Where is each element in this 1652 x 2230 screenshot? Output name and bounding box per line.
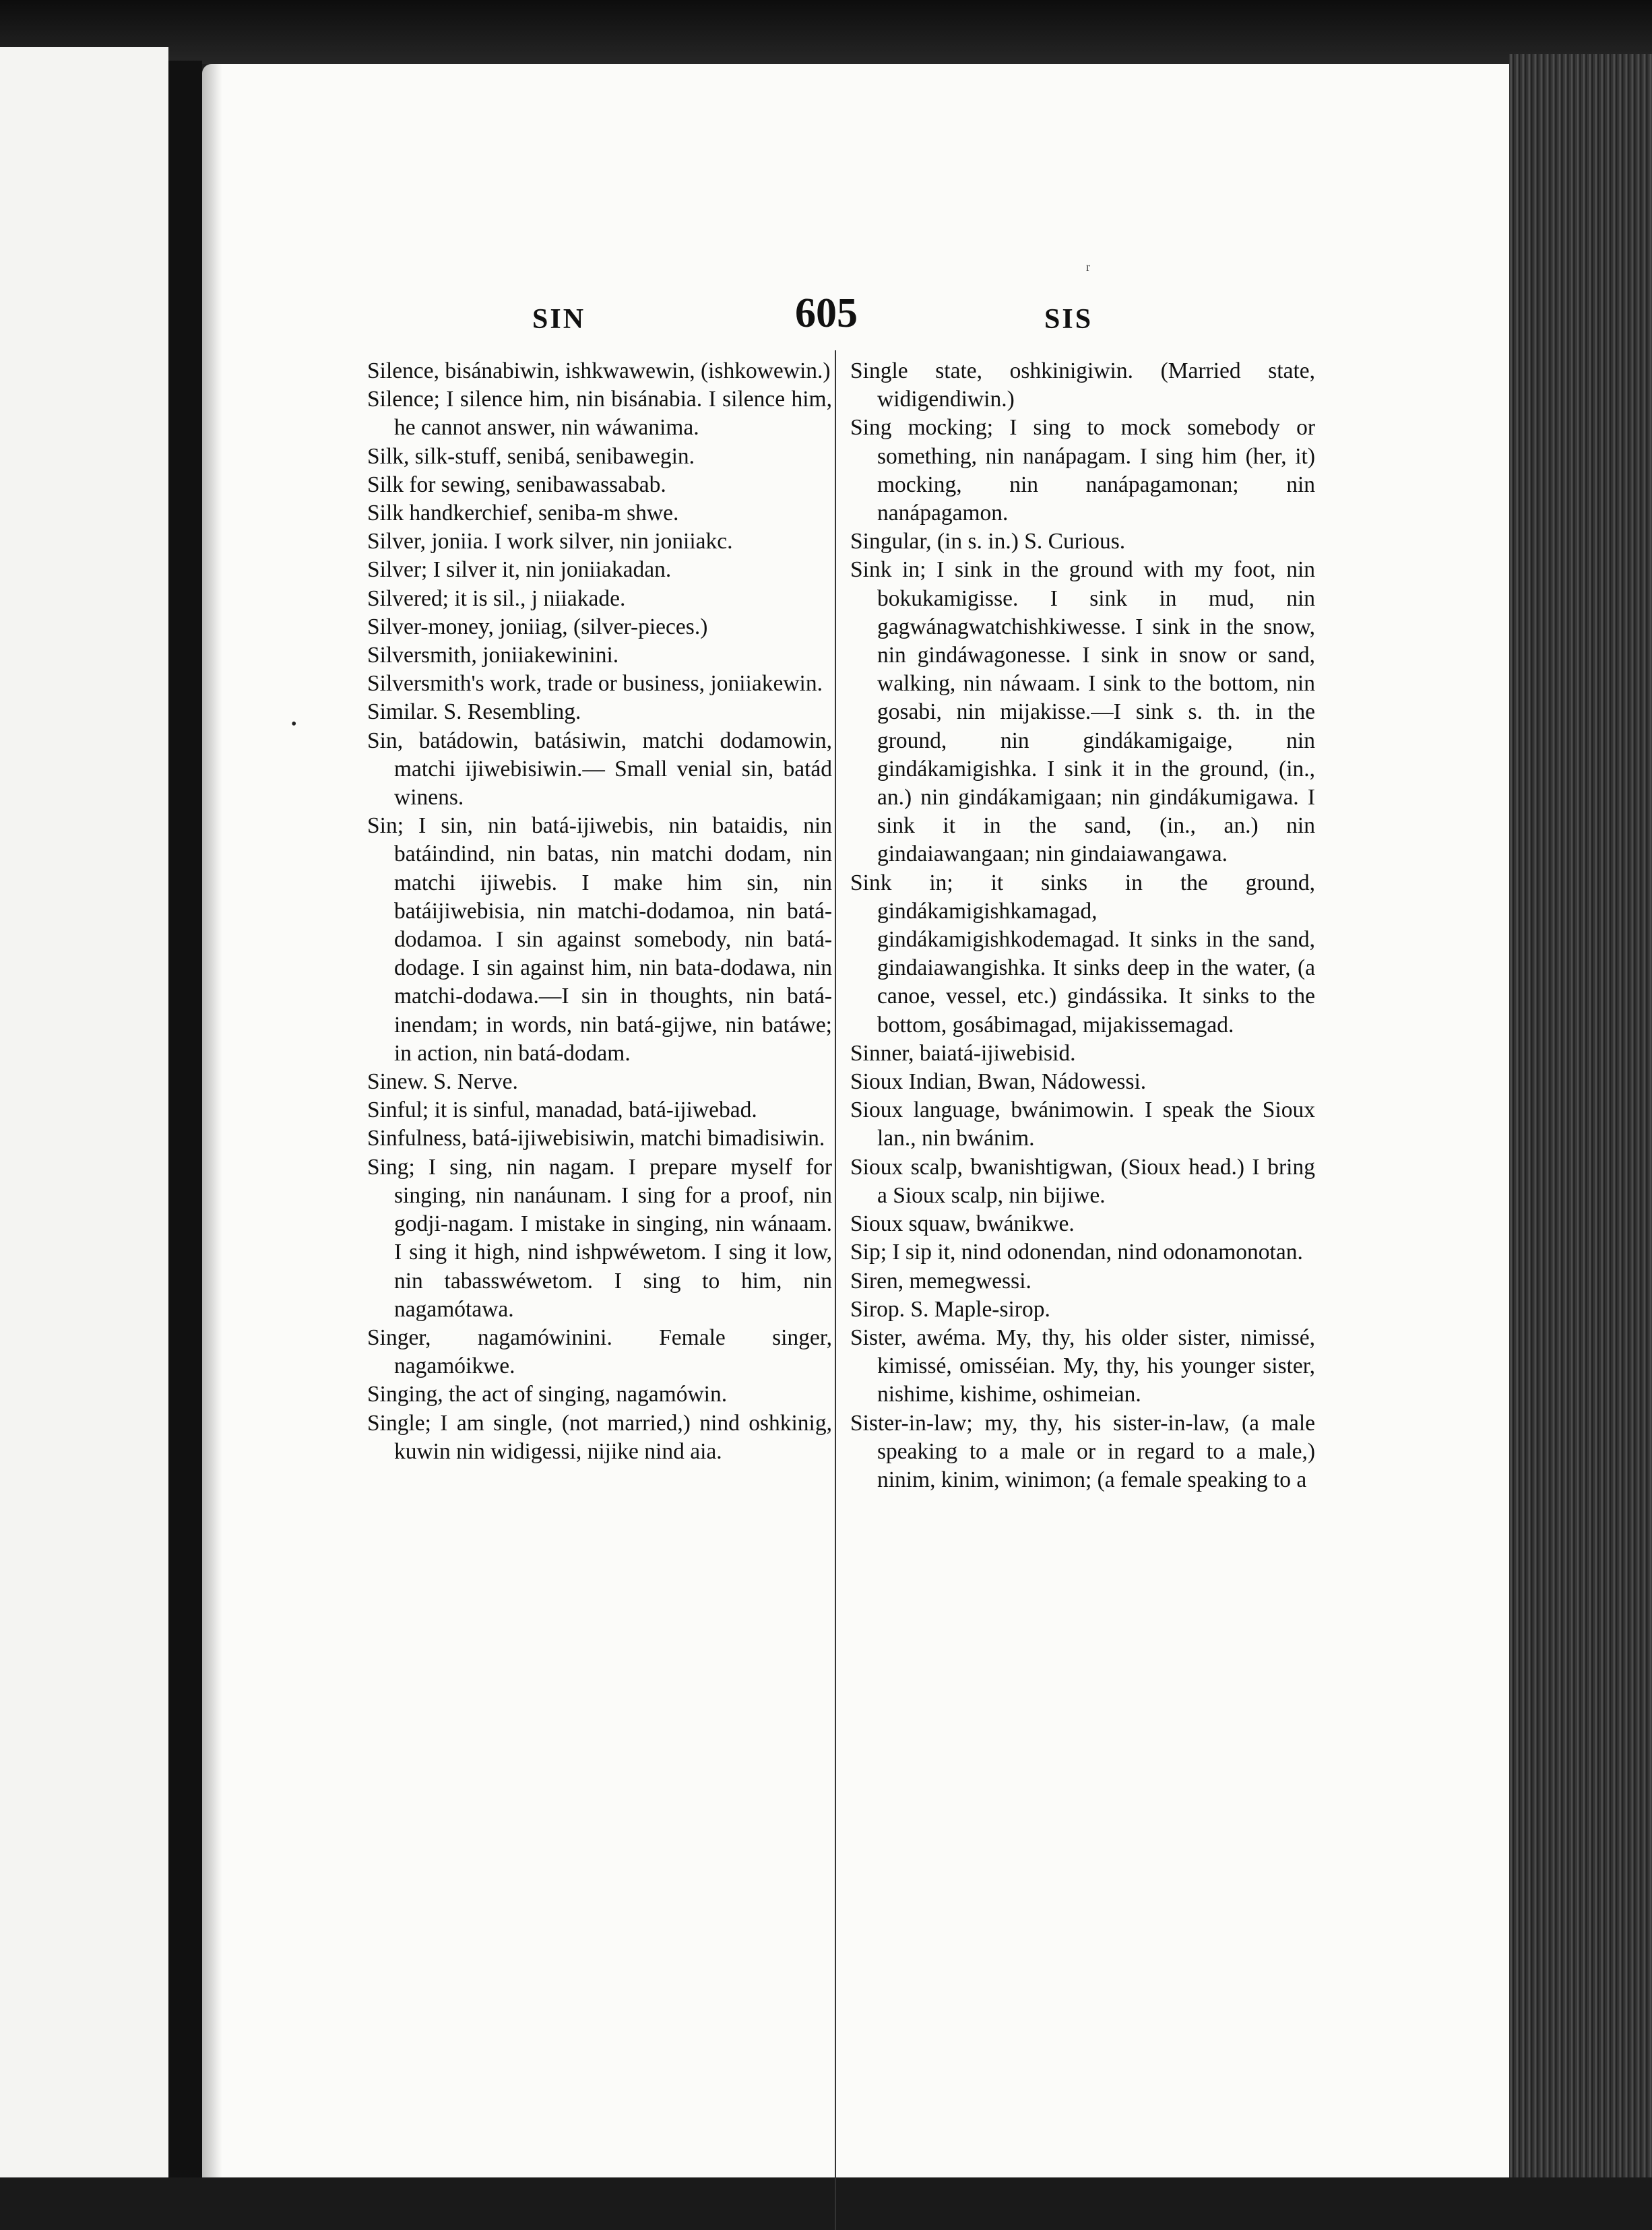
dictionary-entry: Sirop. S. Maple-sirop.: [850, 1296, 1050, 1322]
dictionary-entry: Sinew. S. Nerve.: [367, 1069, 518, 1095]
stray-mark-top: r: [1086, 260, 1090, 274]
running-head-right: SIS: [1044, 304, 1093, 335]
dictionary-entry: Silk, silk-stuff, senibá, senibawegin.: [367, 443, 695, 469]
dictionary-entry: Sioux scalp, bwanishtigwan, (Sioux head.) I bring a Sioux scalp, nin bijiwe.: [850, 1154, 1315, 1208]
dictionary-entry: Sister-in-law; my, thy, his sister-in-law, (a male speaking to a male or in regard to a male,) ninim, kinim, winimon; (a female speaking to a: [850, 1410, 1315, 1492]
left-column: [367, 357, 832, 1466]
dictionary-entry: Sioux Indian, Bwan, Nádowessi.: [850, 1069, 1147, 1095]
dictionary-entry: Silvered; it is sil., j niiakade.: [367, 585, 626, 611]
stray-mark-left-margin: •: [291, 715, 297, 733]
scan-background-top: [0, 0, 1652, 74]
dictionary-entry: Silversmith, joniiakewinini.: [367, 643, 619, 668]
dictionary-entry: Sin; I sin, nin batá-ijiwebis, nin bataidis, nin batáindind, nin batas, nin matchi dodam, nin matchi ijiwebis. I make him sin, nin batáijiwebisia, nin matchi-dodamoa, nin batá-dodamoa. I sin against somebody, nin batá-dodage. I sin against him, nin bata-dodawa, nin matchi-dodawa.—I sin in thoughts, nin batá-inendam; in words, nin batá-gijwe, nin batáwe; in action, nin batá-dodam.: [367, 813, 832, 1066]
dictionary-entry: Sinfulness, batá-ijiwebisiwin, matchi bimadisiwin.: [367, 1126, 825, 1151]
dictionary-entry: Sink in; I sink in the ground with my foot, nin bokukamigisse. I sink in mud, nin gagwánagwatchishkiwesse. I sink in the snow, nin gindáwagonesse. I sink in snow or sand, walking, nin náwaam. I sink to the bottom, nin gosabi, nin mijakisse.—I sink s. th. in the ground, nin gindákamigaige, nin gindákamigishka. I sink it in the ground, (in., an.) nin gindákamigaan; nin gindákumigawa. I sink it in the sand, (in., an.) nin gindaiawangaan; nin gindaiawangawa.: [850, 557, 1315, 867]
dictionary-entry: Sin, batádowin, batásiwin, matchi dodamowin, matchi ijiwebisiwin.— Small venial sin, batád winens.: [367, 728, 832, 810]
right-column: [850, 357, 1315, 1494]
dictionary-entry: Silver; I silver it, nin joniiakadan.: [367, 557, 672, 583]
dictionary-entry: Sioux language, bwánimowin. I speak the Sioux lan., nin bwánim.: [850, 1097, 1315, 1151]
binding-shadow: [202, 64, 222, 2177]
dictionary-entry: Sister, awéma. My, thy, his older sister, nimissé, kimissé, omisséian. My, thy, his younger sister, nishime, kishime, oshimeian.: [850, 1325, 1315, 1407]
dictionary-entry: Singular, (in s. in.) S. Curious.: [850, 529, 1126, 554]
dictionary-entry: Single state, oshkinigiwin. (Married state, widigendiwin.): [850, 358, 1315, 412]
dictionary-entry: Silk handkerchief, seniba-m shwe.: [367, 501, 679, 526]
dictionary-entry: Silver-money, joniiag, (silver-pieces.): [367, 614, 708, 639]
dictionary-entry: Siren, memegwessi.: [850, 1268, 1031, 1294]
dictionary-entry: Sip; I sip it, nind odonendan, nind odonamonotan.: [850, 1240, 1303, 1265]
dictionary-entry: Sioux squaw, bwánikwe.: [850, 1211, 1075, 1237]
dictionary-entry: Single; I am single, (not married,) nind oshkinig, kuwin nin widigessi, nijike nind aia.: [367, 1410, 832, 1464]
dictionary-entry: Sinner, baiatá-ijiwebisid.: [850, 1040, 1076, 1066]
dictionary-entry: Silver, joniia. I work silver, nin joniiakc.: [367, 529, 733, 554]
column-divider: [835, 350, 836, 2230]
dictionary-entry: Similar. S. Resembling.: [367, 699, 581, 725]
dictionary-entry: Sing; I sing, nin nagam. I prepare myself for singing, nin nanáunam. I sing for a proof, nin godji-nagam. I mistake in singing, nin wánaam. I sing it high, nind ishpwéwetom. I sing it low, nin tabasswéwetom. I sing to him, nin nagamótawa.: [367, 1154, 832, 1322]
running-head: [364, 290, 1374, 350]
running-head-left: SIN: [532, 304, 586, 335]
dictionary-entry: Sing mocking; I sing to mock somebody or something, nin nanápagam. I sing him (her, it) mocking, nin nanápagamonan; nin nanápagamon.: [850, 415, 1315, 526]
dictionary-entry: Silence, bisánabiwin, ishkwawewin, (ishkowewin.): [367, 358, 831, 383]
dictionary-entry: Silence; I silence him, nin bisánabia. I silence him, he cannot answer, nin wáwanima.: [367, 387, 832, 441]
dictionary-entry: Singing, the act of singing, nagamówin.: [367, 1382, 728, 1407]
dictionary-entry: Silversmith's work, trade or business, joniiakewin.: [367, 671, 823, 697]
dictionary-entry: Sink in; it sinks in the ground, gindákamigishkamagad, gindákamigishkodemagad. It sinks in the sand, gindaiawangishka. It sinks deep in the water, (a canoe, vessel, etc.) gindássika. It sinks to the bottom, gosábimagad, mijakissemagad.: [850, 870, 1315, 1038]
page-number: 605: [795, 290, 858, 336]
dictionary-entry: Sinful; it is sinful, manadad, batá-ijiwebad.: [367, 1097, 757, 1123]
binding-gutter: [168, 61, 202, 2177]
previous-page-edge: [0, 47, 168, 2177]
dictionary-entry: Silk for sewing, senibawassabab.: [367, 472, 666, 497]
page-stack-edge: [1509, 54, 1652, 2177]
dictionary-entry: Singer, nagamówinini. Female singer, nagamóikwe.: [367, 1325, 832, 1379]
